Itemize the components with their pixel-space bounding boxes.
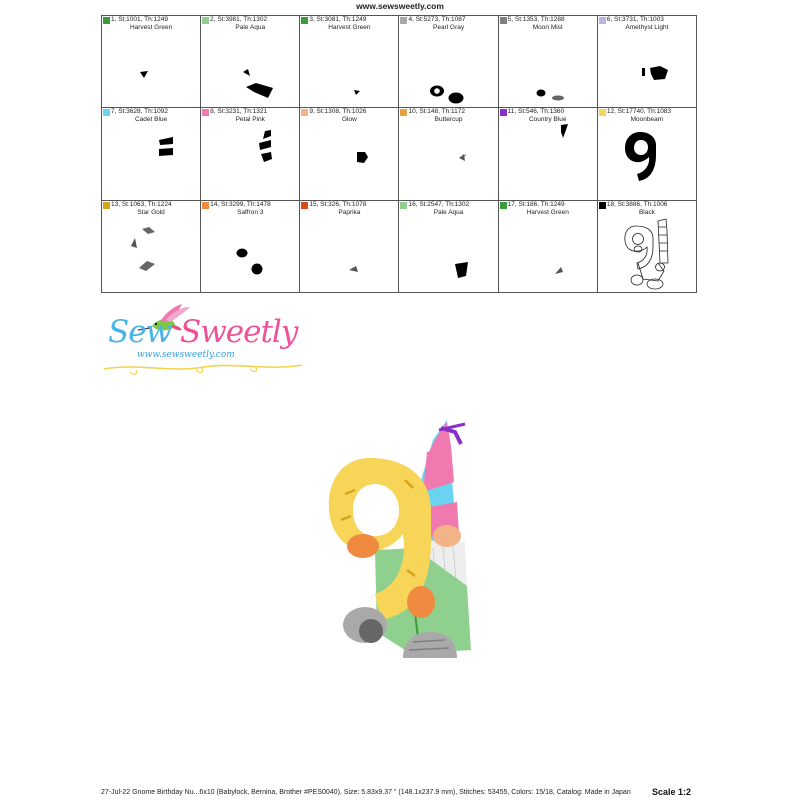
color-cell [300,201,399,293]
color-info: 7, St:3628, Th:1092 [111,108,168,116]
color-cell [399,108,498,200]
color-name: Pearl Gray [433,24,465,31]
sewsweetly-logo [100,298,305,383]
color-chart-grid [101,15,697,293]
color-cell [399,201,498,293]
stitch-preview [399,16,497,108]
color-name: Amethyst Light [625,24,669,31]
color-name: Paprika [338,208,361,216]
color-name: Glow [342,116,357,124]
stitch-preview [300,108,398,200]
color-cell [499,201,598,293]
color-name: Petal Pink [235,116,265,124]
stitch-preview [499,201,597,293]
color-name: Cadet Blue [134,116,168,124]
color-info: 12, St:17740, Th:1083 [606,108,672,116]
color-name: Harvest Green [129,24,173,31]
stitch-preview [102,108,200,200]
color-name: Country Blue [528,116,567,124]
color-cell [201,201,300,293]
color-info: 14, St:3299, Th:1478 [210,200,271,208]
logo-url: www.sewsweetly.com [137,350,235,360]
site-url: www.sewsweetly.com [356,1,444,11]
stitch-preview [102,201,200,293]
embroidery-design-preview [315,410,490,680]
color-info: 8, St:3231, Th:1321 [210,108,268,116]
color-cell [201,108,300,200]
stitch-preview [201,201,299,293]
color-name: Moon Mist [532,24,563,31]
color-cell [598,108,697,200]
stitch-preview [102,16,200,108]
color-cell [102,201,201,293]
color-info: 1, St:1001, Th:1249 [111,16,168,23]
color-name: Pale Aqua [433,208,464,216]
color-info: 11, St:546, Th:1360 [507,108,565,116]
color-cell [598,201,697,293]
color-cell [102,16,201,108]
color-cell [499,16,598,108]
color-name: Pale Aqua [235,24,266,31]
color-cell [300,16,399,108]
stitch-preview [201,108,299,200]
color-name: Star Gold [137,208,165,216]
color-info: 18, St:3886, Th:1006 [606,200,668,208]
color-cell [499,108,598,200]
color-name: Black [638,208,655,216]
stitch-preview [399,201,497,293]
footer-info: 27-Jul-22 Gnome Birthday Nu...6x10 (Babylock, Bernina, Brother #PES0040), Size: 5.83x9.37 " (148.1x237.9 mm), Stitches: 53455, Colors: 15/18, Catalog: Made in Japan [101,789,631,796]
color-cell [598,16,697,108]
color-name: Moonbeam [630,116,664,124]
color-cell [201,16,300,108]
stitch-preview [300,201,398,293]
color-name: Buttercup [434,116,463,124]
color-name: Harvest Green [328,24,371,31]
color-name: Harvest Green [526,208,569,216]
scale-label: Scale 1:2 [652,787,692,797]
color-info: 15, St:326, Th:1078 [309,200,367,208]
stitch-preview [201,16,299,108]
stitch-preview [399,108,497,200]
color-info: 16, St:2547, Th:1302 [408,200,470,208]
stitch-preview [598,16,696,108]
color-info: 6, St:3731, Th:1003 [606,16,664,23]
stitch-preview [598,108,696,200]
stitch-preview [499,108,597,200]
color-cell [102,108,201,200]
color-info: 9, St:1308, Th:1026 [309,108,367,116]
color-cell [399,16,498,108]
color-info: 2, St:3981, Th:1302 [210,16,268,23]
color-info: 4, St:5273, Th:1087 [408,16,466,23]
color-name: Saffron 3 [237,208,264,216]
color-info: 3, St:3081, Th:1249 [309,16,367,23]
stitch-preview [598,201,696,293]
stitch-preview [300,16,398,108]
color-info: 13, St:1063, Th:1224 [111,200,172,208]
color-info: 5, St:1353, Th:1288 [507,16,565,23]
stitch-preview [499,16,597,108]
gnome-number-nine-illustration [315,410,490,680]
color-info: 10, St:148, Th:1172 [408,108,465,116]
color-info: 17, St:186, Th:1249 [507,200,565,208]
color-cell [300,108,399,200]
logo-title: Sew Sweetly [108,314,298,350]
